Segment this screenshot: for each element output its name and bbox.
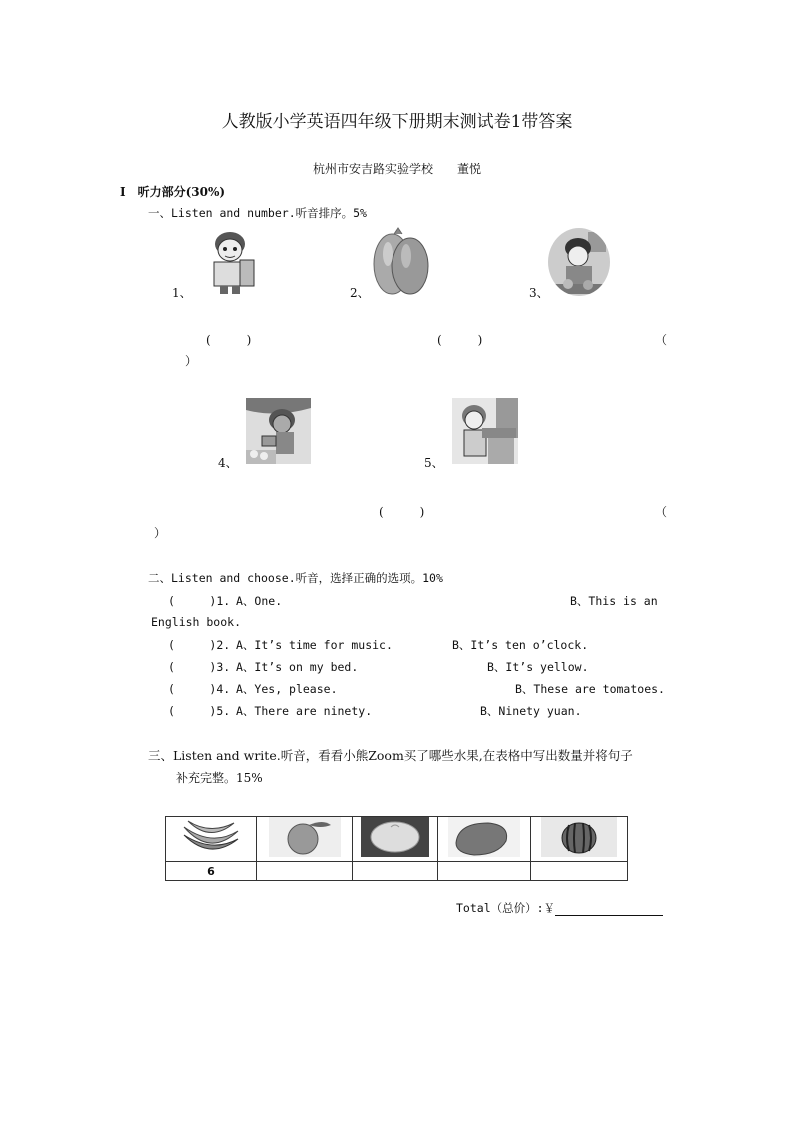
banana-count[interactable]: 6: [166, 862, 257, 881]
banana-image: [180, 817, 242, 857]
q1-answer-3-close: ）: [185, 354, 198, 368]
q1-answer-5-open[interactable]: （: [655, 505, 668, 519]
q2-item-4-number[interactable]: ( )4.: [168, 682, 231, 696]
orange-count[interactable]: [257, 862, 353, 881]
q2-item-1-option-b-cont: English book.: [151, 615, 242, 629]
watermelon-image: [541, 817, 617, 857]
pear-image: [361, 817, 429, 857]
boy-picture: [200, 228, 260, 294]
q2-item-4-option-a: A、Yes, please.: [236, 682, 338, 696]
mango-count[interactable]: [438, 862, 531, 881]
q1-label-1: 1、: [172, 286, 192, 300]
q1-label-4: 4、: [218, 456, 238, 470]
q2-item-5-option-a: A、There are ninety.: [236, 704, 373, 718]
q2-item-5-number[interactable]: ( )5.: [168, 704, 231, 718]
q1-label-2: 2、: [350, 286, 370, 300]
q2-item-3-option-b: B、It’s yellow.: [487, 660, 589, 674]
q2-item-2-option-b: B、It’s ten o’clock.: [452, 638, 589, 652]
girl-table-picture: [452, 398, 518, 464]
total-blank[interactable]: [555, 903, 663, 916]
q2-item-2-option-a: A、It’s time for music.: [236, 638, 393, 652]
mango-cell: [438, 817, 531, 862]
page-title: 人教版小学英语四年级下册期末测试卷1带答案: [221, 112, 573, 132]
q1-heading: 一、Listen and number.听音排序。5%: [148, 206, 367, 220]
q2-item-1-number[interactable]: ( )1.: [168, 594, 231, 608]
q1-answer-2[interactable]: ( ): [437, 333, 483, 347]
total-label: Total（总价）:￥: [456, 901, 556, 915]
q1-answer-1[interactable]: ( ): [206, 333, 252, 347]
q1-answer-3-open[interactable]: （: [655, 333, 668, 347]
q1-answer-4[interactable]: ( ): [379, 505, 425, 519]
q2-item-5-option-b: B、Ninety yuan.: [480, 704, 582, 718]
watermelon-count[interactable]: [531, 862, 628, 881]
pear-cell: [353, 817, 438, 862]
banana-cell: [166, 817, 257, 862]
watering-picture: [246, 398, 311, 464]
q3-heading-line2: 补充完整。15%: [176, 771, 263, 785]
author-line: 杭州市安吉路实验学校 董悦: [312, 162, 481, 176]
orange-cell: [257, 817, 353, 862]
pepper-picture: [370, 226, 432, 296]
part1-heading: Ⅰ 听力部分(30%): [120, 185, 226, 199]
mango-image: [448, 817, 520, 857]
q1-label-5: 5、: [424, 456, 444, 470]
q2-item-1-option-b: B、This is an: [570, 594, 658, 608]
q1-label-3: 3、: [529, 286, 549, 300]
q1-answer-5-close: ）: [154, 526, 167, 540]
q2-heading: 二、Listen and choose.听音，选择正确的选项。10%: [148, 571, 443, 585]
q2-item-1-option-a: A、One.: [236, 594, 283, 608]
q2-item-3-number[interactable]: ( )3.: [168, 660, 231, 674]
total-line: [456, 900, 663, 916]
q2-item-4-option-b: B、These are tomatoes.: [515, 682, 665, 696]
pear-count[interactable]: [353, 862, 438, 881]
watermelon-cell: [531, 817, 628, 862]
fruit-table: [165, 816, 628, 881]
orange-image: [269, 817, 341, 857]
q3-heading-line1: 三、Listen and write.听音，看看小熊Zoom买了哪些水果,在表格中写出数量并将句子: [148, 748, 633, 763]
q2-item-3-option-a: A、It’s on my bed.: [236, 660, 359, 674]
girl-eating-picture: [548, 228, 610, 296]
q2-item-2-number[interactable]: ( )2.: [168, 638, 231, 652]
